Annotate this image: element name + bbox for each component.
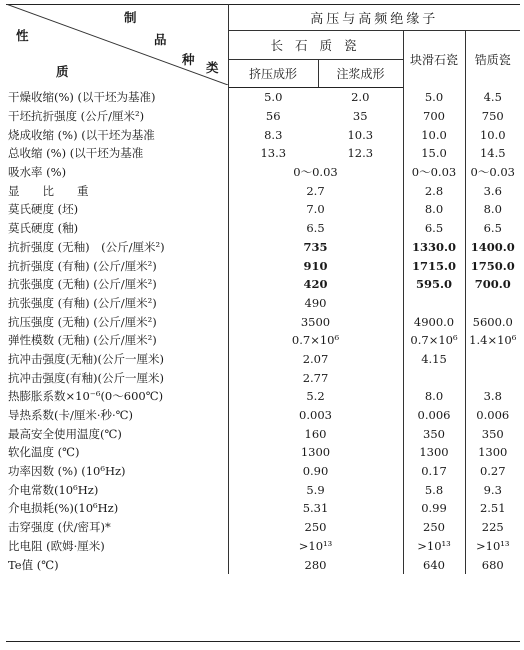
cell-prop: 莫氏硬度 (坯) (6, 200, 228, 219)
table-row (6, 350, 520, 369)
cell-ext: 8.3 (264, 127, 283, 142)
corner-label-zhi2: 质 (56, 64, 69, 79)
cell-stea: 0.99 (403, 499, 465, 518)
corner-header (6, 4, 228, 88)
cell-zirc: 0～0.03 (465, 163, 520, 182)
cell-stea: >10¹³ (403, 537, 465, 556)
cell-ext: 56 (265, 109, 281, 124)
table-row (6, 144, 520, 163)
cell-stea: 0～0.03 (403, 163, 465, 182)
cell-zirc (465, 350, 520, 369)
cell-prop: 烧成收缩 (%) (以干坯为基准 (6, 125, 228, 144)
cell-stea: 250 (403, 518, 465, 537)
cell-zirc: 14.5 (465, 144, 520, 163)
cell-zirc: 1750.0 (465, 256, 520, 275)
cell-zirc: 700.0 (465, 275, 520, 294)
cell-zirc (465, 294, 520, 313)
cell-zirc: 6.5 (465, 219, 520, 238)
table-row (6, 181, 520, 200)
cell-zirc: 2.51 (465, 499, 520, 518)
cell-span: 2.7 (306, 183, 325, 198)
cell-stea: 10.0 (403, 125, 465, 144)
table-row (6, 443, 520, 462)
cell-prop: 功率因数 (%) (10⁶Hz) (6, 462, 228, 481)
cell-stea (403, 368, 465, 387)
header-insulators: 高压与高频绝缘子 (228, 4, 520, 31)
table-body (6, 88, 520, 574)
cell-stea: 700 (403, 107, 465, 126)
table-row (6, 256, 520, 275)
cell-span: 3500 (300, 314, 331, 329)
cell-stea: 8.0 (403, 387, 465, 406)
cell-stea: 0.006 (403, 406, 465, 425)
cell-span: 280 (304, 557, 327, 572)
cell-prop: 抗张强度 (无釉) (公斤/厘米²) (6, 275, 228, 294)
table-row (6, 331, 520, 350)
cell-zirc (465, 368, 520, 387)
corner-label-pin: 品 (154, 32, 167, 47)
cell-stea: 350 (403, 424, 465, 443)
cell-prop: 干坯抗折强度 (公斤/厘米²) (6, 107, 228, 126)
header-zircon: 锆质瓷 (465, 31, 520, 88)
cell-prop: 抗折强度 (有釉) (公斤/厘米²) (6, 256, 228, 275)
cell-prop: 比电阻 (欧姆·厘米) (6, 537, 228, 556)
cell-span: 160 (304, 426, 327, 441)
cell-zirc: 1300 (465, 443, 520, 462)
cell-span: 735 (303, 239, 328, 254)
cell-span: 5.2 (306, 389, 325, 404)
cell-prop: 介电损耗(%)(10⁶Hz) (6, 499, 228, 518)
table-row (6, 537, 520, 556)
table-row (6, 200, 520, 219)
corner-label-lei: 类 (206, 60, 219, 75)
cell-span: 6.5 (306, 221, 325, 236)
cell-stea: 640 (403, 555, 465, 574)
cell-prop: 软化温度 (℃) (6, 443, 228, 462)
cell-stea: 1300 (403, 443, 465, 462)
cell-span: 5.31 (302, 501, 329, 516)
corner-diagonal (6, 4, 228, 85)
cell-zirc: 350 (465, 424, 520, 443)
table-row (6, 424, 520, 443)
cell-stea: 595.0 (403, 275, 465, 294)
properties-table (6, 4, 520, 574)
cell-span: 2.77 (302, 370, 329, 385)
table-row (6, 555, 520, 574)
cell-stea: 15.0 (403, 144, 465, 163)
cell-zirc: 0.27 (465, 462, 520, 481)
cell-prop: 抗压强度 (无釉) (公斤/厘米²) (6, 312, 228, 331)
cell-zirc: 0.006 (465, 406, 520, 425)
cell-span: 250 (304, 520, 327, 535)
cell-prop: 莫氏硬度 (釉) (6, 219, 228, 238)
cell-prop: 热膨胀系数×10⁻⁶(0～600℃) (6, 387, 228, 406)
header-feldspar: 长 石 质 瓷 (228, 31, 403, 60)
cell-slip: 12.3 (347, 146, 374, 161)
cell-zirc: 3.6 (465, 181, 520, 200)
table-header (6, 4, 520, 88)
cell-span: 1300 (300, 445, 331, 460)
cell-prop: 弹性模数 (无釉) (公斤/厘米²) (6, 331, 228, 350)
cell-prop: 导热系数(卡/厘米·秒·℃) (6, 406, 228, 425)
cell-zirc: 750 (465, 107, 520, 126)
table-row (6, 88, 520, 107)
table-row (6, 480, 520, 499)
cell-zirc: 680 (465, 555, 520, 574)
table-row (6, 312, 520, 331)
header-extruded: 挤压成形 (228, 60, 318, 88)
cell-span: 2.07 (302, 351, 329, 366)
table-row (6, 294, 520, 313)
cell-zirc: 225 (465, 518, 520, 537)
cell-stea: 0.7×10⁶ (403, 331, 465, 350)
corner-label-zhi: 制 (124, 10, 137, 25)
cell-prop: 总收缩 (%) (以干坯为基准 (6, 144, 228, 163)
table-row (6, 219, 520, 238)
table-row (6, 368, 520, 387)
cell-zirc: >10¹³ (465, 537, 520, 556)
cell-prop: 干燥收缩(%) (以干坯为基准) (6, 88, 228, 107)
cell-prop: 抗冲击强度(有釉)(公斤一厘米) (6, 368, 228, 387)
cell-zirc: 3.8 (465, 387, 520, 406)
cell-stea: 1715.0 (403, 256, 465, 275)
table-row (6, 107, 520, 126)
cell-stea: 8.0 (403, 200, 465, 219)
cell-zirc: 10.0 (465, 125, 520, 144)
cell-prop: 最高安全使用温度(℃) (6, 424, 228, 443)
cell-span: 490 (304, 295, 327, 310)
cell-span: 0.7×10⁶ (291, 333, 340, 348)
cell-prop: 击穿强度 (伏/密耳)* (6, 518, 228, 537)
cell-stea: 6.5 (403, 219, 465, 238)
cell-span: 0.90 (302, 464, 329, 479)
corner-label-zhong: 种 (182, 52, 195, 67)
cell-prop: 吸水率 (%) (6, 163, 228, 182)
cell-span: 910 (303, 258, 328, 273)
cell-prop: 显 比 重 (6, 181, 228, 200)
cell-zirc: 8.0 (465, 200, 520, 219)
header-slip-cast: 注浆成形 (318, 60, 403, 88)
cell-slip: 10.3 (347, 127, 374, 142)
cell-stea: 2.8 (403, 181, 465, 200)
cell-prop: 抗张强度 (有釉) (公斤/厘米²) (6, 294, 228, 313)
table-row (6, 125, 520, 144)
cell-span: >10¹³ (298, 538, 333, 553)
cell-prop: Te值 (℃) (6, 555, 228, 574)
cell-stea: 4.15 (403, 350, 465, 369)
table-row (6, 238, 520, 257)
table-row (6, 462, 520, 481)
cell-stea: 5.0 (403, 88, 465, 107)
corner-label-xing: 性 (16, 28, 29, 43)
cell-zirc: 4.5 (465, 88, 520, 107)
cell-zirc: 1.4×10⁶ (465, 331, 520, 350)
cell-prop: 抗折强度 (无釉) (公斤/厘米²) (6, 238, 228, 257)
cell-prop: 抗冲击强度(无釉)(公斤一厘米) (6, 350, 228, 369)
cell-stea: 0.17 (403, 462, 465, 481)
header-steatite: 块滑石瓷 (403, 31, 465, 88)
table-row (6, 387, 520, 406)
cell-stea (403, 294, 465, 313)
cell-span: 0～0.03 (293, 165, 338, 180)
table-row (6, 406, 520, 425)
cell-slip: 2.0 (351, 90, 370, 105)
cell-zirc: 9.3 (465, 480, 520, 499)
cell-ext: 13.3 (260, 146, 287, 161)
cell-zirc: 1400.0 (465, 238, 520, 257)
cell-zirc: 5600.0 (465, 312, 520, 331)
cell-span: 5.9 (306, 482, 325, 497)
table-row (6, 163, 520, 182)
cell-prop: 介电常数(10⁶Hz) (6, 480, 228, 499)
cell-stea: 4900.0 (403, 312, 465, 331)
cell-span: 7.0 (306, 202, 325, 217)
cell-stea: 1330.0 (403, 238, 465, 257)
cell-ext: 5.0 (264, 90, 283, 105)
table-row (6, 275, 520, 294)
cell-span: 420 (303, 277, 328, 292)
cell-span: 0.003 (299, 408, 332, 423)
cell-slip: 35 (352, 109, 368, 124)
cell-stea: 5.8 (403, 480, 465, 499)
table-row (6, 499, 520, 518)
table-row (6, 518, 520, 537)
